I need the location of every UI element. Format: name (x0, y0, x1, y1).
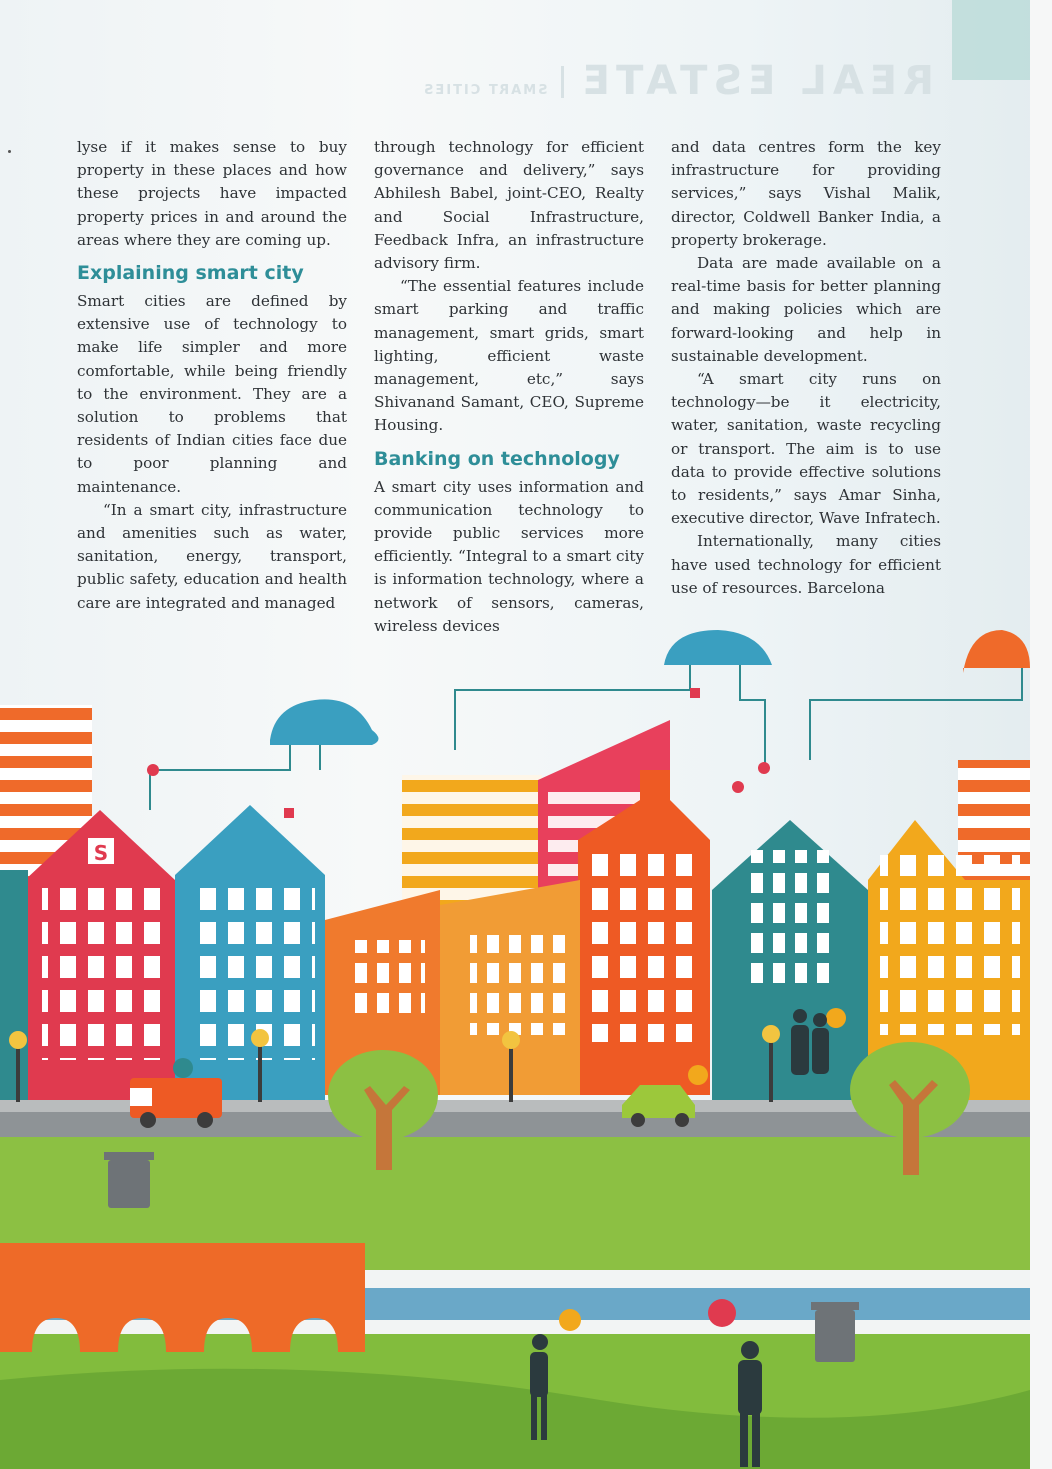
section-title: REAL ESTATE (576, 58, 934, 104)
column-2 (374, 136, 644, 638)
col3-paragraph-3: “A smart city runs on technology—be it electricity, water, sanitation, waste recycling or transport. The aim is to use data to provide effective solutions to residents,” says Amar Sinha, executive director, Wave Infratech. (671, 370, 941, 528)
building-teal-edge (0, 870, 28, 1100)
col1-paragraph-2: Smart cities are defined by extensive use of technology to make life simpler and more comfortable, while being friendly to the environment. They are a solution to problems that residents of Indian cities face due to poor planning and maintenance. (77, 292, 347, 496)
column-3 (671, 136, 941, 600)
heading-explaining-smart-city: Explaining smart city (77, 262, 304, 285)
building-teal-right (712, 820, 868, 1100)
smart-city-illustration (0, 600, 1030, 1469)
col1-paragraph-1: lyse if it makes sense to buy property in these places and how these projects have impacted property prices in and around the areas where they are coming up. (77, 138, 347, 249)
col3-paragraph-4: Internationally, many cities have used technology for efficient use of resources. Barcelona (671, 532, 941, 597)
col3-paragraph-2: Data are made available on a real-time basis for better planning and making policies which are forward-looking and help in sustainable development. (671, 254, 941, 365)
heading-banking-on-technology: Banking on technology (374, 447, 620, 470)
building-sign: S (93, 841, 109, 865)
col2-paragraph-3: A smart city uses information and communication technology to provide public services more efficiently. “Integral to a smart city is information technology, where a network of sensors, cameras, wireless devices (374, 477, 644, 635)
subsection-title: SMART CITIES (422, 83, 548, 98)
building-blue-house (175, 805, 325, 1100)
col2-paragraph-1: through technology for efficient governance and delivery,” says Abhilesh Babel, joint-CEO, Realty and Social Infrastructure, Feedback Infra, an infrastructure advisory firm. (374, 138, 644, 273)
col1-paragraph-3: “In a smart city, infrastructure and amenities such as water, sanitation, energy, transport, public safety, education and health care are integrated and managed (77, 500, 347, 612)
column-1 (77, 136, 347, 615)
col2-paragraph-2: “The essential features include smart parking and traffic management, smart grids, smart lighting, efficient waste management, etc,” says Shivanand Samant, CEO, Supreme Housing. (374, 277, 644, 435)
speck (8, 150, 11, 153)
section-header (422, 58, 942, 104)
header-divider (561, 66, 564, 98)
page-edge (1030, 0, 1052, 1469)
col3-paragraph-1: and data centres form the key infrastructure for providing services,” says Vishal Malik, director, Coldwell Banker India, a property brokerage. (671, 138, 941, 249)
section-tab (952, 0, 1030, 80)
